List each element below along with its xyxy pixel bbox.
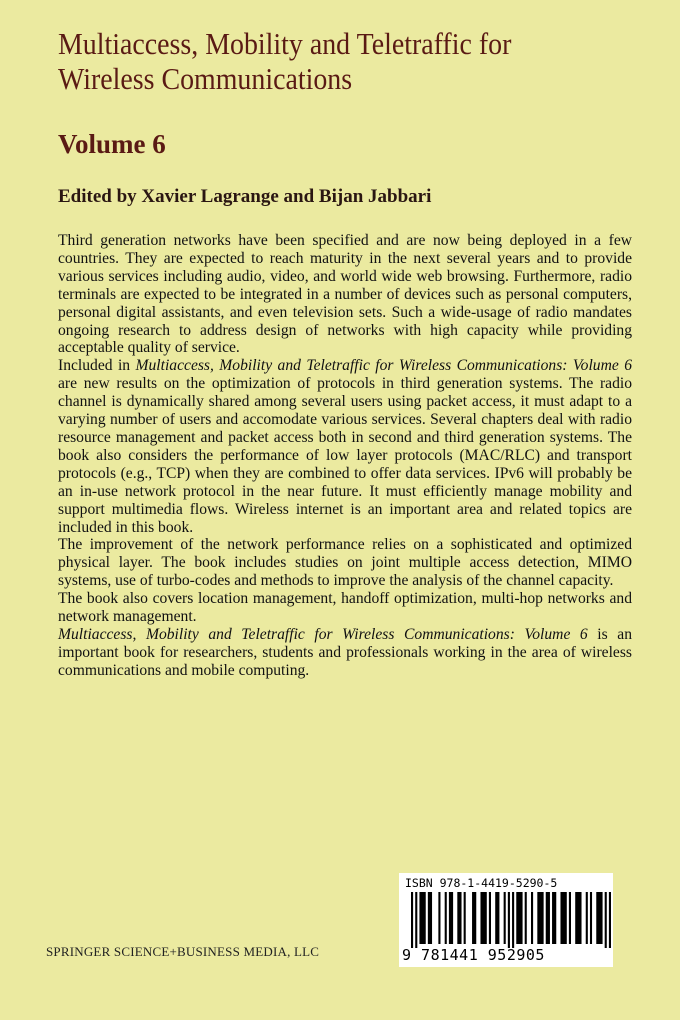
publisher-name: SPRINGER SCIENCE+BUSINESS MEDIA, LLC xyxy=(46,944,320,959)
barcode-bar xyxy=(504,892,506,944)
barcode-bar xyxy=(508,892,510,948)
barcode-bar xyxy=(449,892,453,944)
barcode-bar xyxy=(415,892,417,948)
barcode-bar xyxy=(569,892,571,944)
book-title-line-2: Wireless Communications xyxy=(58,61,353,96)
barcode-bar xyxy=(609,892,611,948)
volume-label: Volume 6 xyxy=(58,129,166,159)
blurb-p5-title: Multiaccess, Mobility and Teletraffic for Wireless Communications: Volume 6 xyxy=(58,625,588,643)
barcode-bar xyxy=(560,892,566,944)
barcode-bar xyxy=(586,892,588,944)
barcode-bar xyxy=(464,892,466,944)
barcode-bar xyxy=(525,892,527,944)
barcode-bar xyxy=(411,892,413,948)
blurb-p5-rest: is an important book for researchers, students and professionals working in the area of wireless communications and mobile computing. xyxy=(58,625,632,679)
barcode-bar xyxy=(531,892,533,944)
barcode-bar xyxy=(546,892,550,944)
book-title xyxy=(58,26,598,96)
blurb-paragraph-1: Third generation networks have been specified and are now being deployed in a few countries. They are expected to reach maturity in the next several years and to provide various services including audio, video, and world wide web browsing. Furthermore, radio terminals are expected to be integrated in a number of devices such as personal computers, personal digital assistants, and even television sets. Such a wide-usage of radio mandates ongoing research to address design of networks with high capacity while providing acceptable quality of service. xyxy=(58,232,632,357)
isbn-barcode xyxy=(399,873,613,967)
barcode-bar xyxy=(552,892,556,944)
blurb-p2-rest: are new results on the optimization of protocols in third generation systems. The radio channel is dynamically shared among several users using packet access, it must adapt to a varying number of users and accomodate various services. Several chapters deal with radio resource management and packet access both in second and third generation systems. The book also considers the performance of low layer protocols (MAC/RLC) and transport protocols (e.g., TCP) when they are combined to offer data services. IPv6 will probably be an in-use network protocol in the near future. It must efficiently manage mobility and support multimedia flows. Wireless internet is an important area and related topics are included in this book. xyxy=(58,375,632,536)
barcode-bar xyxy=(428,892,432,944)
back-cover-blurb xyxy=(58,232,632,680)
book-title-line-1: Multiaccess, Mobility and Teletraffic for xyxy=(58,26,512,61)
barcode-bar xyxy=(472,892,476,944)
ean-digits: 9 781441 952905 xyxy=(402,946,545,964)
barcode-bar xyxy=(596,892,602,944)
barcode-bar xyxy=(516,892,522,944)
barcode-bar xyxy=(605,892,607,948)
barcode-bar xyxy=(575,892,581,944)
blurb-paragraph-2 xyxy=(58,357,632,536)
blurb-p2-title: Multiaccess, Mobility and Teletraffic for Wireless Communications: Volume 6 xyxy=(135,357,632,375)
barcode-bar xyxy=(438,892,440,944)
barcode-bar xyxy=(512,892,514,948)
barcode-bar xyxy=(457,892,461,944)
barcode-bars xyxy=(411,892,611,948)
blurb-paragraph-4: The book also covers location management, handoff optimization, multi-hop networks and network management. xyxy=(58,590,632,626)
isbn-number: ISBN 978-1-4419-5290-5 xyxy=(405,876,558,890)
barcode-bar xyxy=(419,892,425,944)
blurb-p2-prefix: Included in xyxy=(58,357,136,375)
barcode-bar xyxy=(489,892,491,944)
blurb-paragraph-5 xyxy=(58,626,632,680)
barcode-bar xyxy=(495,892,499,944)
barcode-bar xyxy=(445,892,447,944)
barcode-bar xyxy=(480,892,486,944)
blurb-paragraph-3: The improvement of the network performance relies on a sophisticated and optimized physical layer. The book includes studies on joint multiple access detection, MIMO systems, use of turbo-codes and methods to improve the analysis of the channel capacity. xyxy=(58,536,632,590)
barcode-bar xyxy=(590,892,592,944)
barcode-bar xyxy=(537,892,543,944)
editors-line: Edited by Xavier Lagrange and Bijan Jabbari xyxy=(58,186,432,207)
